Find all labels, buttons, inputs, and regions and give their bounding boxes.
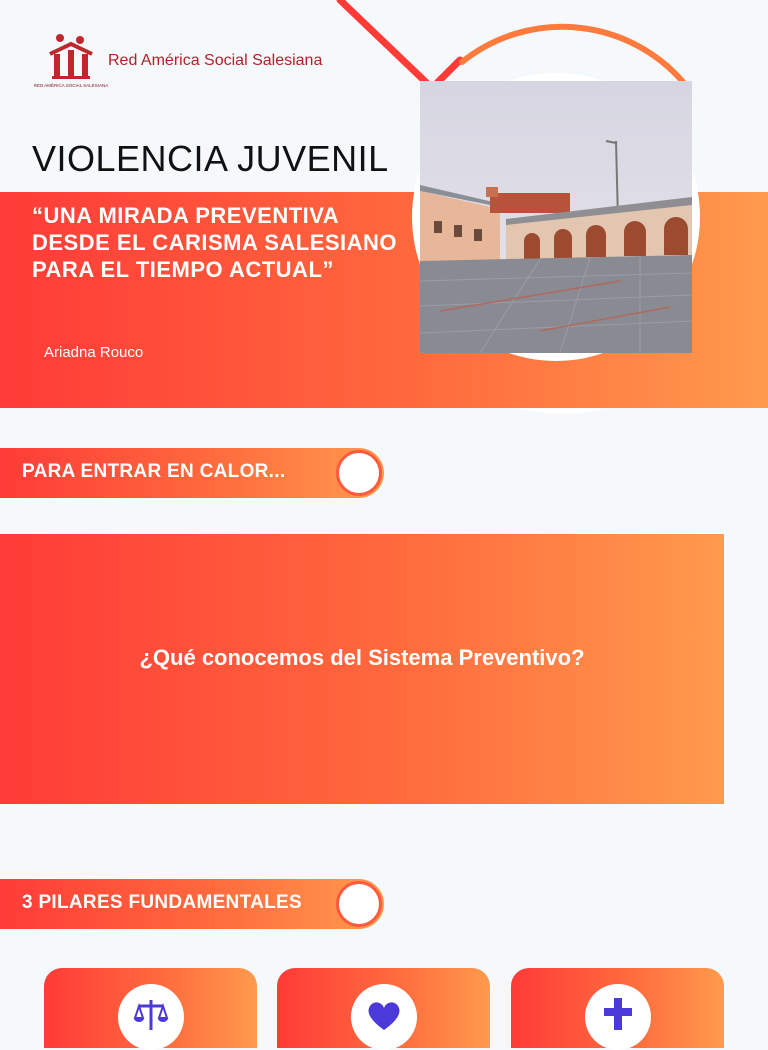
ring-icon bbox=[336, 450, 382, 496]
hero-subtitle: “UNA MIRADA PREVENTIVA DESDE EL CARISMA SALESIANO PARA EL TIEMPO ACTUAL” bbox=[32, 203, 398, 282]
question-text: ¿Qué conocemos del Sistema Preventivo? bbox=[139, 645, 585, 670]
cross-icon bbox=[600, 996, 636, 1032]
pillar-card-reason[interactable] bbox=[44, 968, 257, 1048]
warmup-label: PARA ENTRAR EN CALOR... bbox=[22, 461, 286, 482]
pillar-icon-holder bbox=[118, 984, 184, 1050]
warmup-section-header bbox=[0, 448, 384, 498]
courtyard-photo bbox=[420, 81, 692, 353]
author-name: Ariadna Rouco bbox=[44, 344, 144, 361]
logo-caption: RED AMÉRICA SOCIAL SALESIANA bbox=[33, 83, 109, 88]
brand-name: Red América Social Salesiana bbox=[108, 52, 323, 69]
heart-icon bbox=[366, 998, 402, 1034]
pillars-section-header bbox=[0, 879, 384, 929]
scales-icon bbox=[131, 996, 171, 1036]
ring-icon bbox=[336, 881, 382, 927]
pillars-label: 3 PILARES FUNDAMENTALES bbox=[22, 892, 302, 913]
logo-mark-icon bbox=[33, 30, 109, 94]
pillar-icon-holder bbox=[585, 984, 651, 1050]
logo bbox=[33, 30, 109, 94]
pillar-icon-holder bbox=[351, 984, 417, 1050]
pillar-card-religion[interactable] bbox=[511, 968, 724, 1048]
page-title: VIOLENCIA JUVENIL bbox=[32, 138, 389, 179]
pillar-card-love[interactable] bbox=[277, 968, 490, 1048]
